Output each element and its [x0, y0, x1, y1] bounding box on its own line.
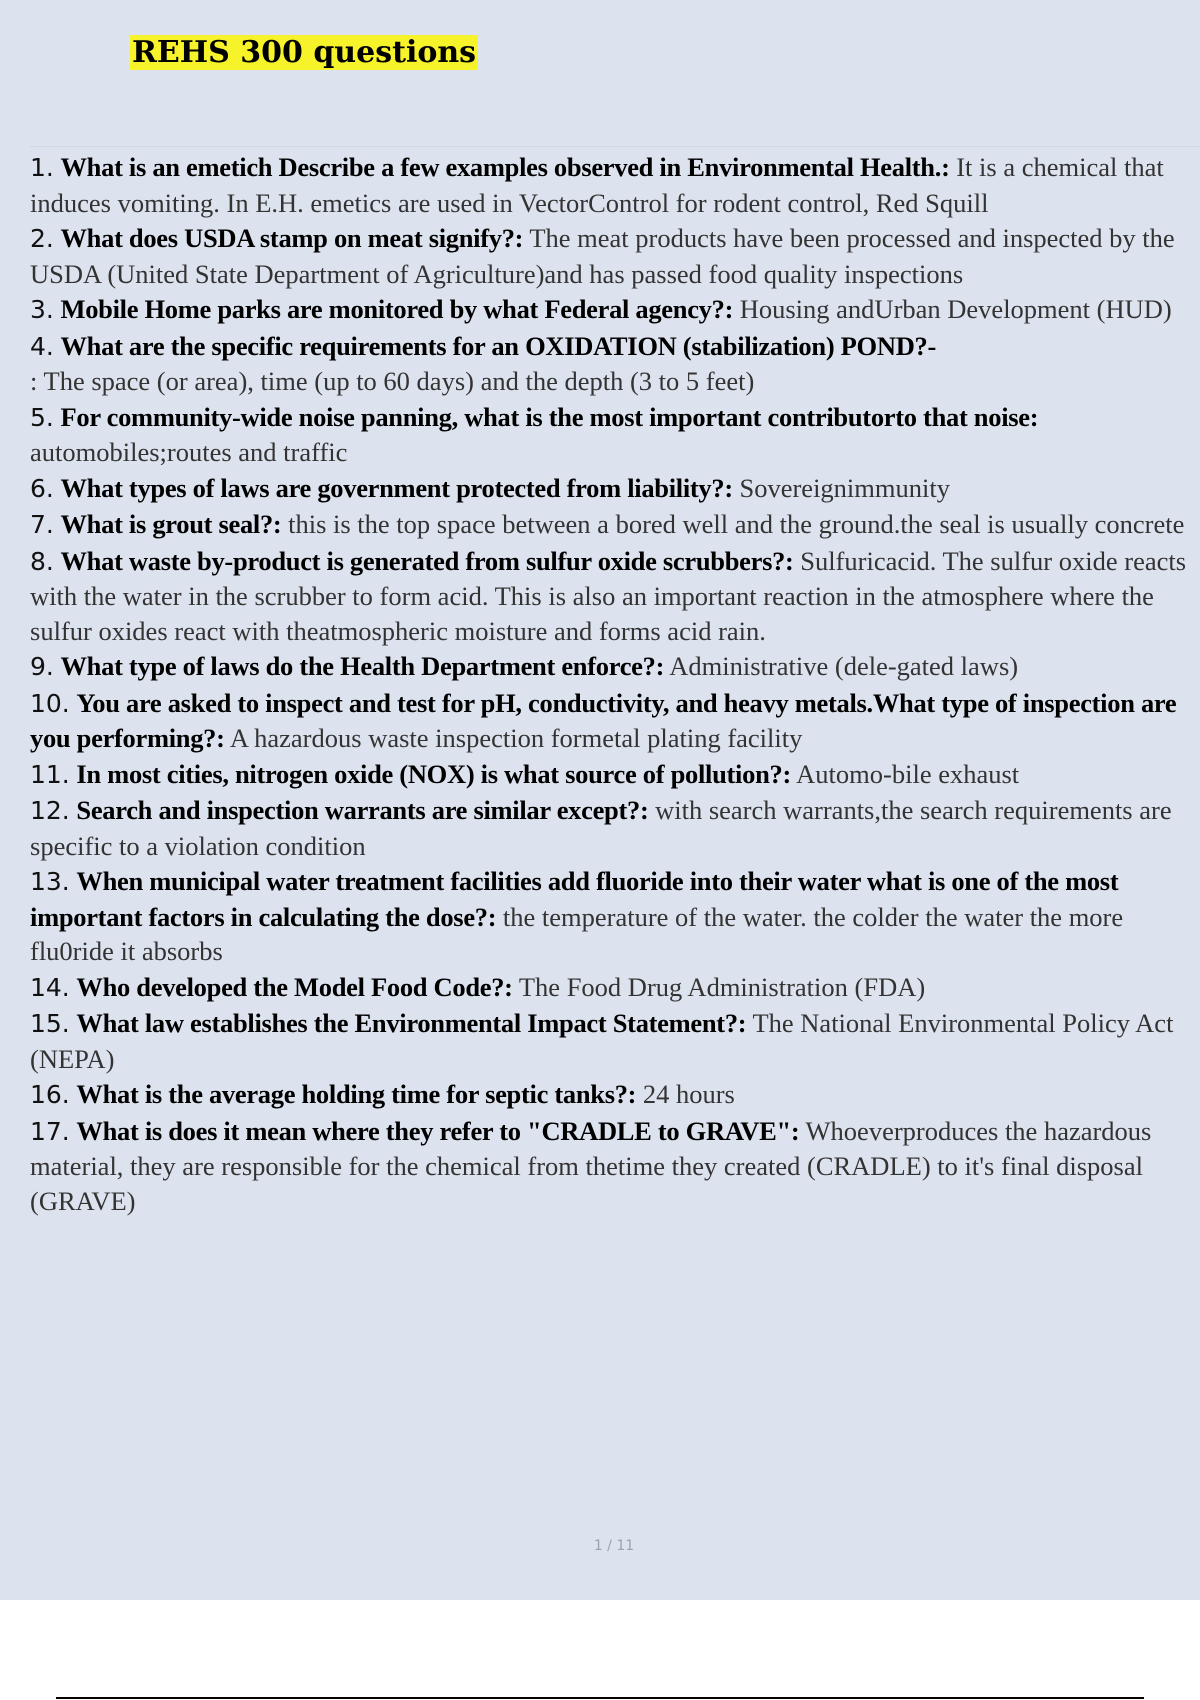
question-number: 13. [30, 867, 70, 896]
answer-text: Housing andUrban Development (HUD) [739, 294, 1172, 324]
question-item [30, 544, 1198, 649]
question-item [30, 150, 1198, 220]
answer-text: automobiles;routes and traffic [30, 437, 348, 467]
title-highlight: REHS 300 questions [132, 35, 477, 70]
question-number: 1. [30, 153, 54, 182]
answer-text: The meat products have been processed and inspected by the USDA (United State Department of Agriculture)and has passed food quality inspections [30, 223, 1175, 289]
question-item [30, 970, 1198, 1006]
answer-text: Whoeverproduces the hazardous material, they are responsible for the chemical from thetime they created (CRADLE) to it's final disposal (GRAVE) [30, 1115, 1152, 1216]
question-text: What type of laws do the Health Department enforce?: [60, 651, 665, 681]
header-divider [30, 146, 1200, 147]
question-item [30, 1006, 1198, 1076]
answer-text: this is the top space between a bored well and the ground.the seal is usually concrete [288, 509, 1185, 539]
question-number: 5. [30, 402, 54, 432]
answer-text: the temperature of the water. the colder the water the more flu0ride it absorbs [30, 901, 1124, 966]
question-number: 8. [30, 546, 54, 576]
question-text: What are the specific requirements for an OXIDATION (stabilization) POND?- [60, 330, 937, 361]
question-number: 15. [30, 1009, 70, 1038]
question-number: 6. [30, 473, 54, 503]
question-text: What is grout seal?: [60, 509, 282, 539]
answer-text: : The space (or area), time (up to 60 days) and the depth (3 to 5 feet) [30, 366, 755, 396]
answer-text: 24 hours [642, 1079, 735, 1109]
question-number: 10. [30, 688, 70, 718]
question-number: 4. [30, 331, 54, 361]
answer-text: The National Environmental Policy Act (NEPA) [30, 1008, 1174, 1074]
question-text: What is the average holding time for septic tanks?: [76, 1079, 637, 1109]
question-text: In most cities, nitrogen oxide (NOX) is what source of pollution?: [76, 758, 791, 789]
question-item [30, 471, 1198, 507]
footer-divider [56, 1697, 1144, 1699]
answer-text: The Food Drug Administration (FDA) [518, 971, 926, 1002]
question-number: 11. [30, 759, 70, 789]
question-item [30, 757, 1198, 793]
answer-text: A hazardous waste inspection formetal plating facility [229, 723, 803, 753]
question-text: Mobile Home parks are monitored by what Federal agency?: [60, 294, 734, 324]
page-indicator: 1 / 11 [593, 1538, 635, 1554]
question-number: 16. [30, 1080, 70, 1109]
answer-text: Administrative (dele-gated laws) [669, 651, 1019, 681]
question-item [30, 686, 1198, 756]
question-number: 9. [30, 652, 54, 681]
question-item [30, 292, 1198, 328]
question-number: 17. [30, 1116, 70, 1146]
question-number: 14. [30, 972, 70, 1002]
answer-text: Sulfuricacid. The sulfur oxide reacts with the water in the scrubber to form acid. This is also an important reaction in the atmosphere where the sulfur oxides react with theatmospheric moisture and forms acid rain. [30, 545, 1187, 646]
question-item [30, 221, 1198, 291]
answer-text: Sovereignimmunity [739, 472, 950, 503]
question-item [30, 649, 1198, 685]
question-text: When municipal water treatment facilities add fluoride into their water what is one of the most important factors in calculating the dose?: [30, 866, 1119, 932]
question-text: What law establishes the Environmental Impact Statement?: [76, 1008, 747, 1038]
question-text: What is does it mean where they refer to "CRADLE to GRAVE": [76, 1115, 800, 1146]
question-list [30, 150, 1198, 1219]
question-number: 7. [30, 510, 54, 539]
question-text: Who developed the Model Food Code?: [76, 971, 513, 1002]
question-text: Search and inspection warrants are similar except?: [76, 795, 649, 825]
question-item [30, 1077, 1198, 1113]
question-text: What types of laws are government protected from liability?: [60, 472, 733, 503]
question-item [30, 400, 1198, 470]
question-text: What is an emetich Describe a few examples observed in Environmental Health.: [60, 152, 950, 182]
answer-text: with search warrants,the search requirements are specific to a violation condition [30, 795, 1172, 861]
document-title [130, 34, 478, 72]
question-item [30, 1114, 1198, 1219]
question-number: 3. [30, 295, 54, 324]
question-text: What does USDA stamp on meat signify?: [60, 223, 524, 253]
question-item [30, 507, 1198, 543]
question-text: You are asked to inspect and test for pH, conductivity, and heavy metals.What type of inspection are you performing?: [30, 687, 1177, 753]
question-item [30, 864, 1198, 969]
question-item [30, 793, 1198, 863]
answer-text: Automo-bile exhaust [796, 758, 1020, 789]
answer-text: It is a chemical that induces vomiting. In E.H. emetics are used in VectorControl for rodent control, Red Squill [30, 152, 1164, 218]
question-text: What waste by-product is generated from sulfur oxide scrubbers?: [60, 545, 794, 576]
question-text: For community-wide noise panning, what is the most important contributorto that noise: [60, 401, 1039, 432]
question-item [30, 329, 1198, 399]
question-number: 2. [30, 224, 54, 253]
question-number: 12. [30, 796, 70, 825]
